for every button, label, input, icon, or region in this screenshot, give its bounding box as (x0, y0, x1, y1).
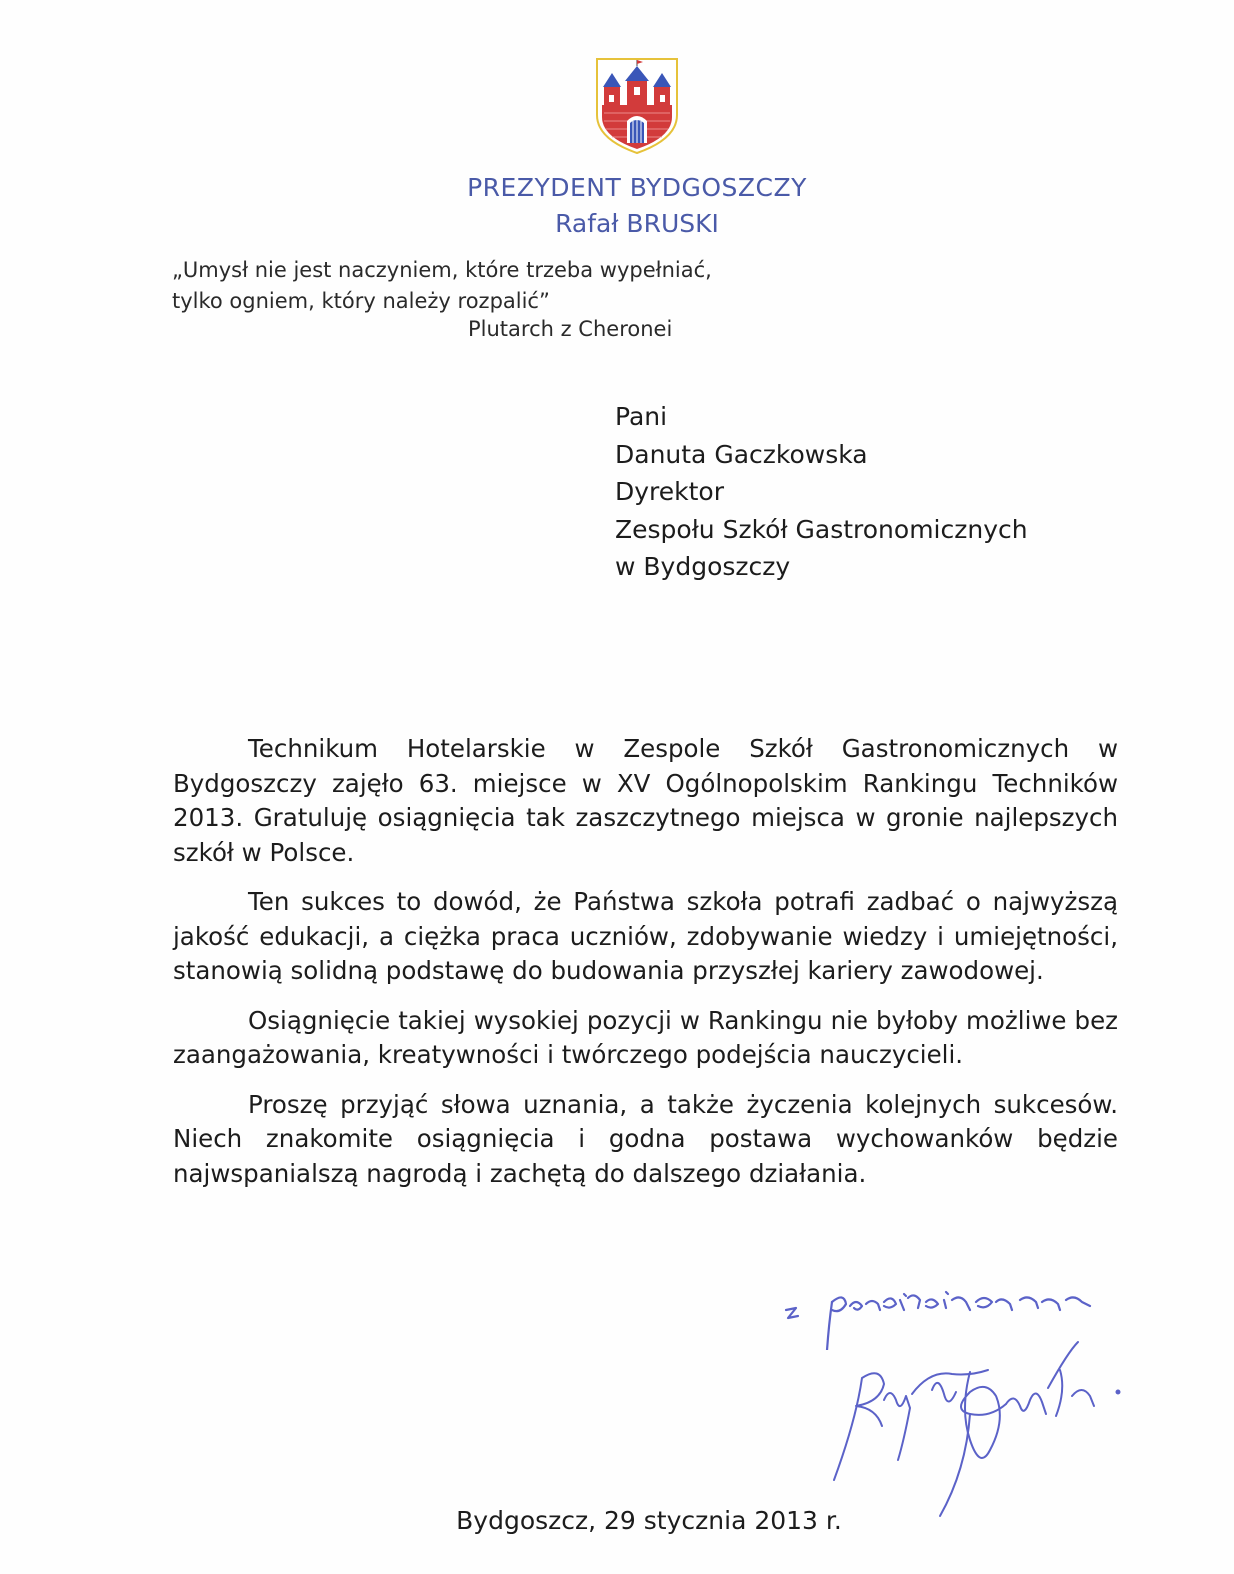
quote-line: „Umysł nie jest naczyniem, które trzeba wypełniać, (172, 258, 712, 282)
body-paragraph: Technikum Hotelarskie w Zespole Szkół Gastronomicznych w Bydgoszczy zajęło 63. miejsce w XV Ogólnopolskim Rankingu Techników 2013. Gratuluję osiągnięcia tak zaszczytnego miejsca w gronie najlepszych szkół w Polsce. (173, 734, 1118, 867)
header-title: PREZYDENT BYDGOSZCZY (467, 173, 807, 202)
quote-author: Plutarch z Cheronei (468, 317, 673, 341)
addressee-line: Dyrektor (615, 477, 725, 506)
addressee-line: Zespołu Szkół Gastronomicznych (615, 514, 1028, 544)
body-paragraph: Osiągnięcie takiej wysokiej pozycji w Rankingu nie byłoby możliwe bez zaangażowania, kreatywności i twórczego podejścia nauczycieli. (173, 1005, 1118, 1069)
header-name: Rafał BRUSKI (555, 209, 719, 238)
addressee-line: w Bydgoszczy (615, 552, 791, 581)
coat-of-arms-icon (594, 57, 680, 155)
quote-line: tylko ogniem, który należy rozpalić” (172, 289, 550, 313)
addressee-block (615, 398, 1028, 586)
epigraph-quote (172, 255, 712, 317)
handwritten-signature-icon (820, 1330, 1160, 1520)
place-and-date: Bydgoszcz, 29 stycznia 2013 r. (456, 1506, 842, 1535)
body-paragraph: Ten sukces to dowód, że Państwa szkoła potrafi zadbać o najwyższą jakość edukacji, a ciężka praca uczniów, zdobywanie wiedzy i umiejętności, stanowią solidną podstawę do budowania przyszłej kariery zawodowej. (173, 887, 1118, 985)
addressee-line: Pani (615, 402, 668, 431)
body-paragraph: Proszę przyjąć słowa uznania, a także życzenia kolejnych sukcesów. Niech znakomite osiągnięcia i godna postawa wychowanków będzie najwspanialszą nagrodą i zachętą do dalszego działania. (173, 1089, 1118, 1188)
addressee-line: Danuta Gaczkowska (615, 439, 868, 469)
letter-body (173, 732, 1118, 1206)
